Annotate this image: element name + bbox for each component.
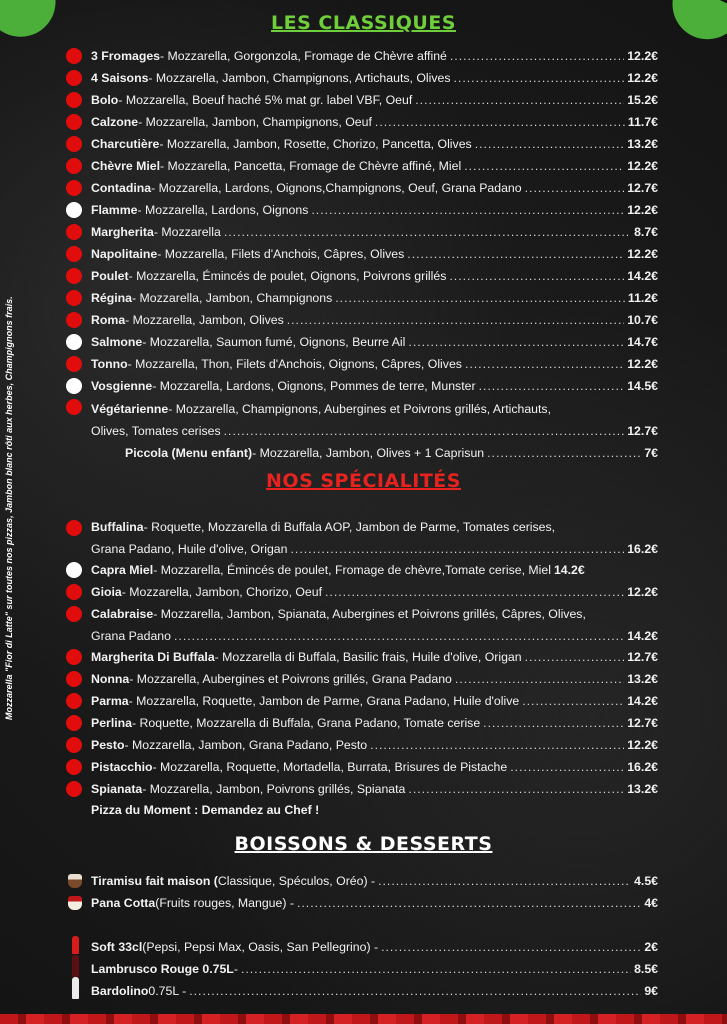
bullet-white-icon (66, 378, 82, 394)
bullet-red-icon (66, 520, 82, 536)
dessert-tiramisu: Tiramisu fait maison ( Classique, Spéculos, Oréo) - ..... 4.5€ (91, 870, 658, 892)
bottom-decoration (0, 1014, 727, 1024)
menu-item: Margherita Di Buffala - Mozzarella di Buffala, Basilic frais, Huile d'olive, Origan ..... 12.7€ (91, 646, 658, 668)
bullet-red-icon (66, 671, 82, 687)
bullet-white-icon (66, 334, 82, 350)
menu-item-vegetarienne: Végétarienne - Mozzarella, Champignons, Aubergines et Poivrons grillés, Artichauts, (91, 402, 551, 416)
bullet-white-icon (66, 562, 82, 578)
bullet-red-icon (66, 399, 82, 415)
menu-item: Charcutière - Mozzarella, Jambon, Rosette, Chorizo, Pancetta, Olives ..... 13.2€ (91, 133, 658, 155)
menu-item-gioia: Gioia - Mozzarella, Jambon, Chorizo, Oeuf ..... 12.2€ (91, 581, 658, 603)
menu-item: Vosgienne - Mozzarella, Lardons, Oignons, Pommes de terre, Munster ..... 14.5€ (91, 375, 658, 397)
bullet-red-icon (66, 649, 82, 665)
drink-lambrusco: Lambrusco Rouge 0.75L - ..... 8.5€ (91, 958, 658, 980)
bullet-red-icon (66, 114, 82, 130)
menu-item: Poulet - Mozzarella, Émincés de poulet, Oignons, Poivrons grillés ..... 14.2€ (91, 265, 658, 287)
panna-cotta-icon (68, 896, 82, 910)
bullet-red-icon (66, 224, 82, 240)
wine-bottle-icon (72, 977, 79, 999)
bullet-red-icon (66, 136, 82, 152)
bullet-red-icon (66, 290, 82, 306)
menu-item: Flamme - Mozzarella, Lardons, Oignons ..... 12.2€ (91, 199, 658, 221)
menu-item: Parma - Mozzarella, Roquette, Jambon de Parme, Grana Padano, Huile d'olive ..... 14.2€ (91, 690, 658, 712)
bullet-red-icon (66, 48, 82, 64)
bullet-red-icon (66, 759, 82, 775)
menu-item: Napolitaine - Mozzarella, Filets d'Anchois, Câpres, Olives ..... 12.2€ (91, 243, 658, 265)
menu-item-piccola: Piccola (Menu enfant) - Mozzarella, Jambon, Olives + 1 Caprisun ..... 7€ (125, 442, 658, 464)
menu-item-capra-miel: Capra Miel - Mozzarella, Émincés de poulet, Fromage de chèvre,Tomate cerise, Miel 14.2€ (91, 563, 585, 577)
bullet-red-icon (66, 92, 82, 108)
bullet-red-icon (66, 715, 82, 731)
menu-item-vegetarienne-cont: Olives, Tomates cerises ..... 12.7€ (91, 420, 658, 442)
pizza-du-moment: Pizza du Moment : Demandez au Chef ! (91, 803, 320, 817)
bullet-red-icon (66, 693, 82, 709)
bullet-red-icon (66, 781, 82, 797)
bullet-red-icon (66, 584, 82, 600)
menu-item: Pistacchio - Mozzarella, Roquette, Mortadella, Burrata, Brisures de Pistache ..... 16.2€ (91, 756, 658, 778)
section-title-classiques: LES CLASSIQUES (271, 12, 456, 34)
menu-item: Salmone - Mozzarella, Saumon fumé, Oignons, Beurre Ail ..... 14.7€ (91, 331, 658, 353)
bullet-red-icon (66, 606, 82, 622)
drink-bardolino: Bardolino 0.75L - ..... 9€ (91, 980, 658, 1002)
side-note: Mozzarella "Fior di Latte" sur toutes nos pizzas, Jambon blanc rôti aux herbes, Champignons frais. (4, 296, 14, 720)
menu-item: Roma - Mozzarella, Jambon, Olives ..... 10.7€ (91, 309, 658, 331)
bullet-red-icon (66, 312, 82, 328)
menu-item: Chèvre Miel - Mozzarella, Pancetta, Fromage de Chèvre affiné, Miel ..... 12.2€ (91, 155, 658, 177)
menu-item: Contadina - Mozzarella, Lardons, Oignons,Champignons, Oeuf, Grana Padano ..... 12.7€ (91, 177, 658, 199)
section-title-boissons: BOISSONS & DESSERTS (234, 833, 493, 855)
menu-item: 4 Saisons - Mozzarella, Jambon, Champignons, Artichauts, Olives ..... 12.2€ (91, 67, 658, 89)
menu-item: Tonno - Mozzarella, Thon, Filets d'Anchois, Oignons, Câpres, Olives ..... 12.2€ (91, 353, 658, 375)
bullet-red-icon (66, 180, 82, 196)
bullet-red-icon (66, 737, 82, 753)
menu-item: Bolo - Mozzarella, Boeuf haché 5% mat gr. label VBF, Oeuf ..... 15.2€ (91, 89, 658, 111)
menu-item: Margherita - Mozzarella ..... 8.7€ (91, 221, 658, 243)
bullet-red-icon (66, 268, 82, 284)
menu-item-buffalina-cont: Grana Padano, Huile d'olive, Origan ..... 16.2€ (91, 538, 658, 560)
tiramisu-icon (68, 874, 82, 888)
menu-item: Spianata - Mozzarella, Jambon, Poivrons grillés, Spianata ..... 13.2€ (91, 778, 658, 800)
bullet-red-icon (66, 356, 82, 372)
bullet-red-icon (66, 70, 82, 86)
bullet-red-icon (66, 246, 82, 262)
menu-item: Calzone - Mozzarella, Jambon, Champignons, Oeuf ..... 11.7€ (91, 111, 658, 133)
menu-item: Régina - Mozzarella, Jambon, Champignons ..... 11.2€ (91, 287, 658, 309)
drink-soft: Soft 33cl (Pepsi, Pepsi Max, Oasis, San Pellegrino) - ..... 2€ (91, 936, 658, 958)
menu-item: Perlina - Roquette, Mozzarella di Buffala, Grana Padano, Tomate cerise ..... 12.7€ (91, 712, 658, 734)
dessert-panna-cotta: Pana Cotta (Fruits rouges, Mangue) - ..... 4€ (91, 892, 658, 914)
menu-item: Nonna - Mozzarella, Aubergines et Poivrons grillés, Grana Padano ..... 13.2€ (91, 668, 658, 690)
bullet-white-icon (66, 202, 82, 218)
menu-item-calabraise: Calabraise - Mozzarella, Jambon, Spianata, Aubergines et Poivrons grillés, Câpres, Olives, (91, 607, 586, 621)
bullet-red-icon (66, 158, 82, 174)
menu-item: 3 Fromages - Mozzarella, Gorgonzola, Fromage de Chèvre affiné ..... 12.2€ (91, 45, 658, 67)
soda-can-icon (72, 936, 79, 954)
menu-item: Pesto - Mozzarella, Jambon, Grana Padano, Pesto ..... 12.2€ (91, 734, 658, 756)
menu-item-calabraise-cont: Grana Padano ..... 14.2€ (91, 625, 658, 647)
section-title-specialites: NOS SPÉCIALITÉS (266, 470, 461, 492)
menu-item-buffalina: Buffalina - Roquette, Mozzarella di Buffala AOP, Jambon de Parme, Tomates cerises, (91, 520, 556, 534)
wine-bottle-icon (72, 955, 79, 977)
